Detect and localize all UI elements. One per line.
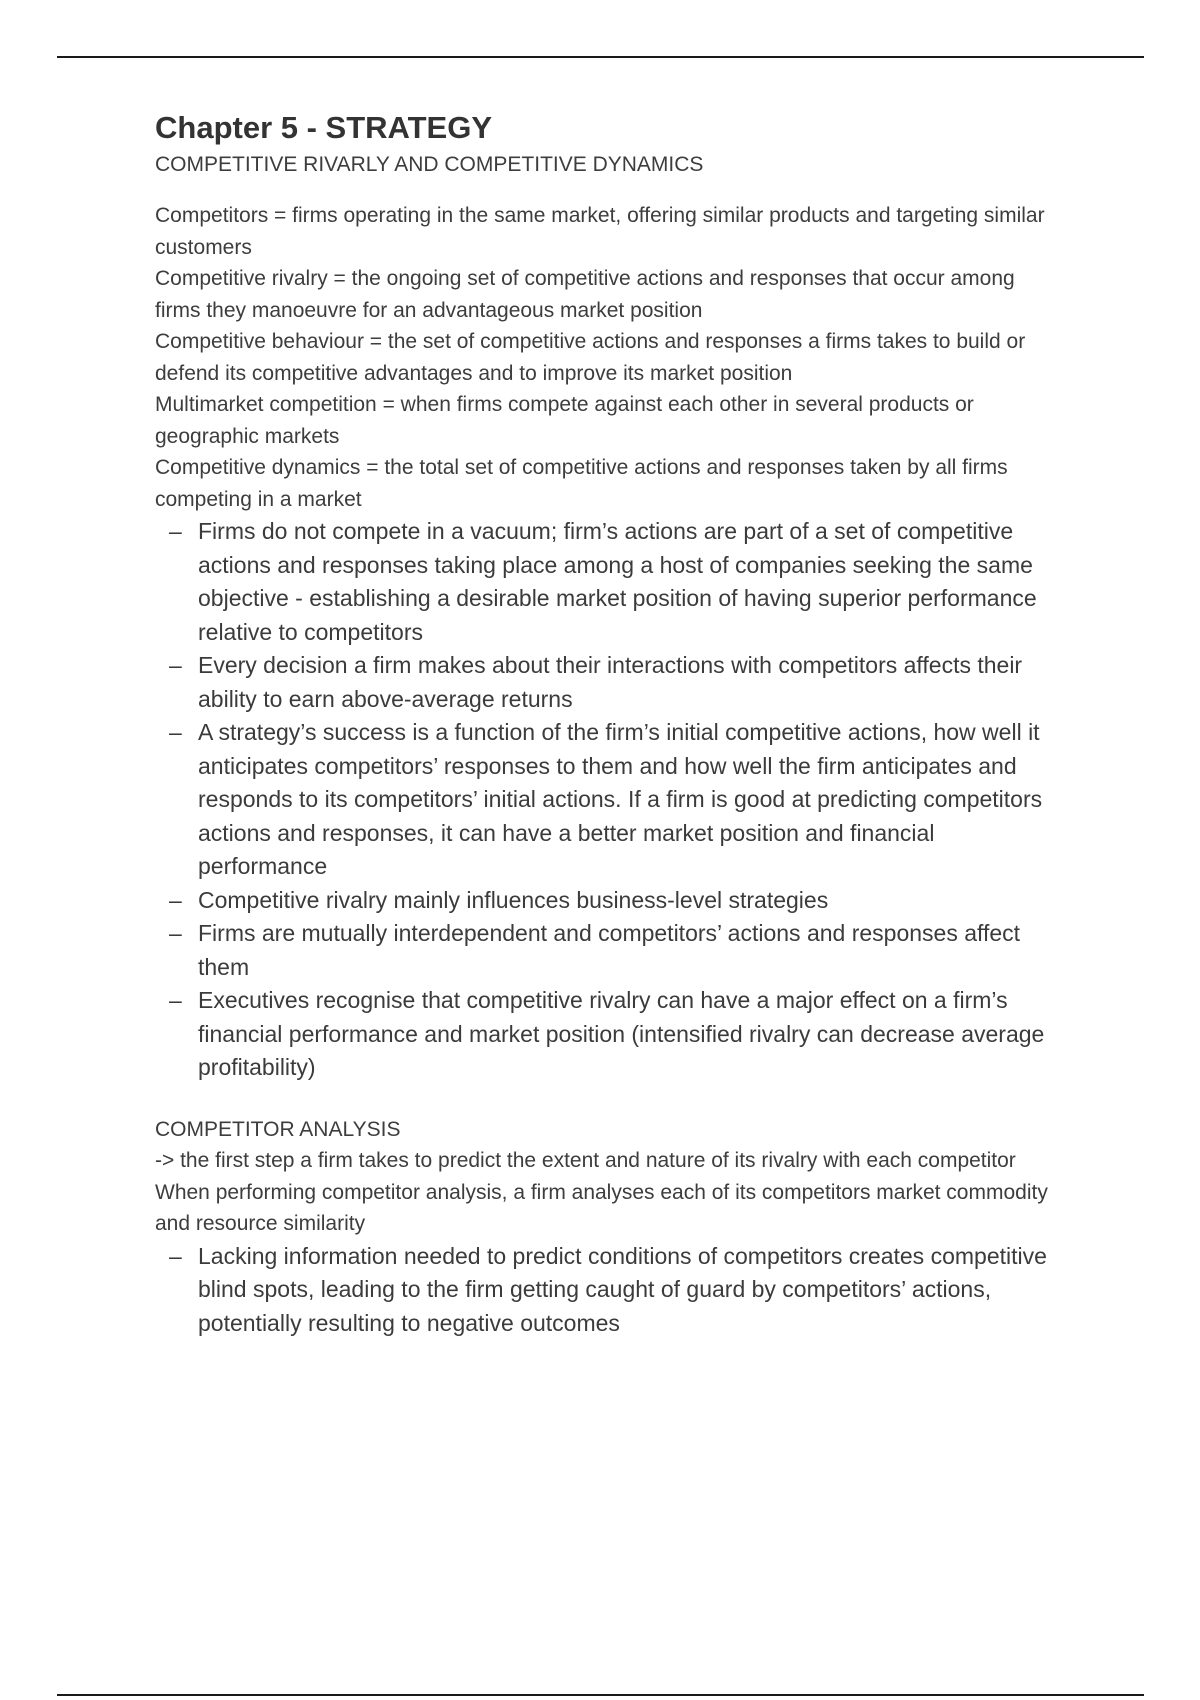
dash-icon: – (169, 886, 182, 913)
analysis-line: When performing competitor analysis, a firm analyses each of its competitors market commodity and resource similarity (155, 1180, 1048, 1235)
bottom-rule (57, 1694, 1144, 1696)
dash-icon: – (169, 719, 182, 745)
list-item: – Firms are mutually interdependent and competitors’ actions and responses affect them (155, 917, 1055, 984)
list-item: – Executives recognise that competitive rivalry can have a major effect on a firm’s financial performance and market position (intensified rivalry can decrease average profitability) (155, 984, 1055, 1085)
section-heading: COMPETITOR ANALYSIS (155, 1117, 401, 1141)
definitions-block (155, 200, 1055, 515)
bullet-list-3 (155, 1240, 1055, 1341)
competitor-analysis-section (155, 1114, 1055, 1341)
definition-competitors: Competitors = firms operating in the same market, offering similar products and targeting similar customers (155, 204, 1045, 259)
page-subtitle: COMPETITIVE RIVARLY AND COMPETITIVE DYNAMICS (155, 153, 704, 176)
page-title: Chapter 5 - STRATEGY (155, 110, 493, 145)
list-item: – Firms do not compete in a vacuum; firm’s actions are part of a set of competitive actions and responses taking place among a host of companies seeking the same objective - establishing a desirable market position of having superior performance relative to competitors (155, 515, 1055, 649)
bullet-list-2 (155, 716, 1055, 1085)
dash-icon: – (169, 987, 182, 1013)
dash-icon: – (169, 920, 182, 946)
dash-icon: – (169, 652, 182, 678)
definition-multimarket-competition: Multimarket competition = when firms compete against each other in several products or geographic markets (155, 393, 974, 448)
dash-icon: – (169, 518, 182, 544)
bullet-list-1 (155, 515, 1055, 716)
document-body (155, 108, 1055, 1340)
definition-competitive-dynamics: Competitive dynamics = the total set of competitive actions and responses taken by all firms competing in a market (155, 456, 1008, 511)
top-rule (57, 56, 1144, 58)
list-item: – Competitive rivalry mainly influences business-level strategies (155, 884, 1055, 918)
definition-competitive-rivalry: Competitive rivalry = the ongoing set of competitive actions and responses that occur among firms they manoeuvre for an advantageous market position (155, 267, 1015, 322)
list-item: – A strategy’s success is a function of the firm’s initial competitive actions, how well it anticipates competitors’ responses to them and how well the firm anticipates and responds to its competitors’ initial actions. If a firm is good at predicting competitors actions and responses, it can have a better market position and financial performance (155, 716, 1055, 884)
analysis-line: -> the first step a firm takes to predict the extent and nature of its rivalry with each competitor (155, 1149, 1016, 1172)
definition-competitive-behaviour: Competitive behaviour = the set of competitive actions and responses a firms takes to build or defend its competitive advantages and to improve its market position (155, 330, 1026, 385)
dash-icon: – (169, 1242, 182, 1269)
list-item: – Every decision a firm makes about their interactions with competitors affects their ability to earn above-average returns (155, 649, 1055, 716)
list-item: – Lacking information needed to predict conditions of competitors creates competitive blind spots, leading to the firm getting caught of guard by competitors’ actions, potentially resulting to negative outcomes (155, 1240, 1055, 1341)
